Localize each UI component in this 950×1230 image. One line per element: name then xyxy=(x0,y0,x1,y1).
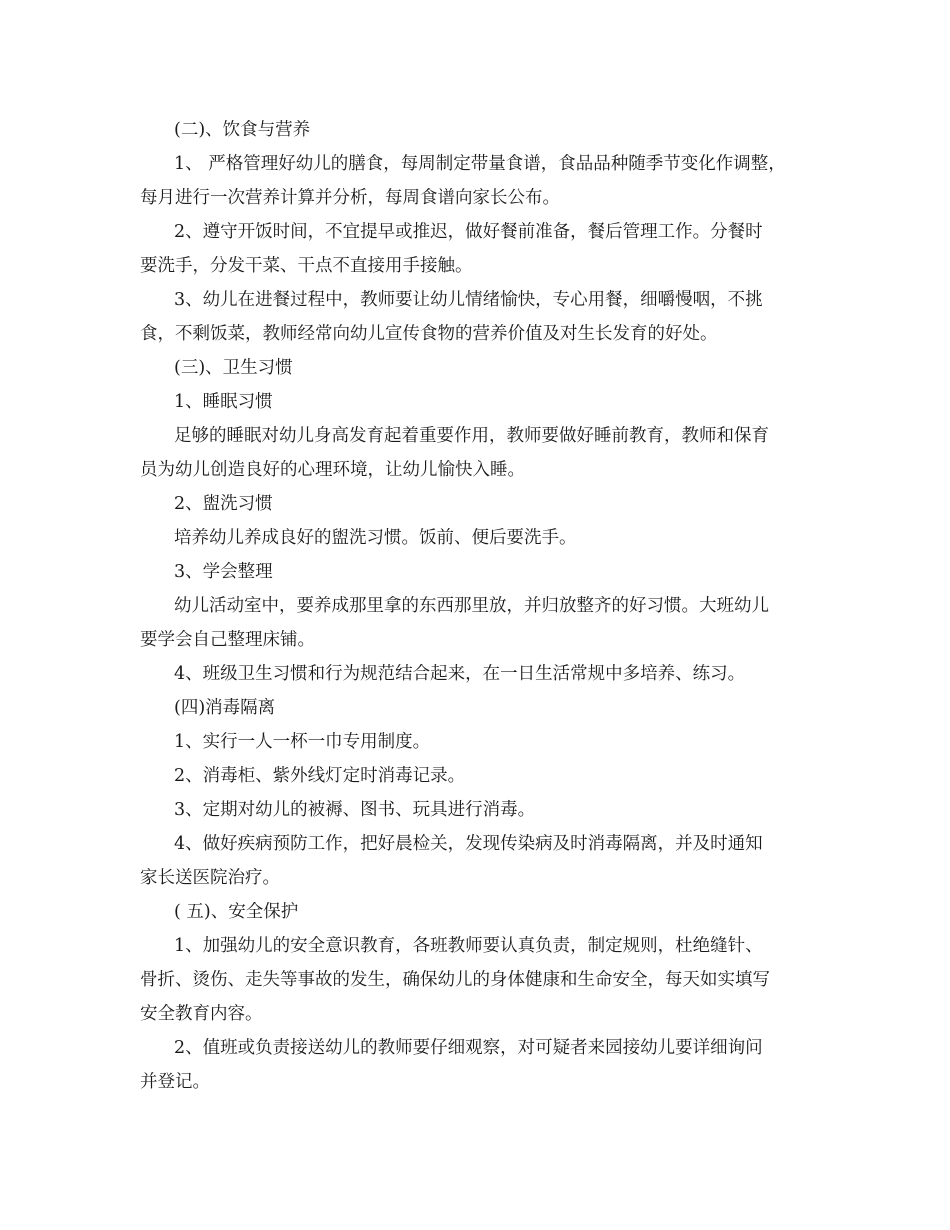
text-line: 2、消毒柜、紫外线灯定时消毒记录。 xyxy=(174,766,466,786)
text-line: 足够的睡眠对幼儿身高发育起着重要作用，教师要做好睡前教育，教师和保育 xyxy=(174,426,769,446)
text-line: 每月进行一次营养计算并分析，每周食谱向家长公布。 xyxy=(140,188,560,208)
text-line: 要学会自己整理床铺。 xyxy=(140,630,315,650)
text-line: 安全教育内容。 xyxy=(140,1004,263,1024)
text-line: 员为幼儿创造良好的心理环境，让幼儿愉快入睡。 xyxy=(140,460,525,480)
text-line: 要洗手，分发干菜、干点不直接用手接触。 xyxy=(140,256,473,276)
text-line: 并登记。 xyxy=(140,1072,210,1092)
text-line: 1、睡眠习惯 xyxy=(174,392,273,412)
text-line: 1、加强幼儿的安全意识教育，各班教师要认真负责，制定规则，杜绝缝针、 xyxy=(174,936,763,956)
text-line: 食，不剩饭菜，教师经常向幼儿宣传食物的营养价值及对生长发育的好处。 xyxy=(140,324,718,344)
text-line: 1、实行一人一杯一巾专用制度。 xyxy=(174,732,431,752)
text-line: 1、 严格管理好幼儿的膳食，每周制定带量食谱，食品品种随季节变化作调整， xyxy=(174,154,786,174)
text-line: 3、幼儿在进餐过程中，教师要让幼儿情绪愉快，专心用餐，细嚼慢咽，不挑 xyxy=(174,290,763,310)
text-line: (四)消毒隔离 xyxy=(174,698,276,718)
text-line: 2、值班或负责接送幼儿的教师要仔细观察，对可疑者来园接幼儿要详细询问 xyxy=(174,1038,763,1058)
text-line: 培养幼儿养成良好的盥洗习惯。饭前、便后要洗手。 xyxy=(174,528,577,548)
text-line: (二)、饮食与营养 xyxy=(174,120,311,140)
text-line: 3、学会整理 xyxy=(174,562,273,582)
text-line: 4、做好疾病预防工作，把好晨检关，发现传染病及时消毒隔离，并及时通知 xyxy=(174,834,763,854)
text-line: 2、盥洗习惯 xyxy=(174,494,273,514)
text-line: 2、遵守开饭时间，不宜提早或推迟，做好餐前准备，餐后管理工作。分餐时 xyxy=(174,222,763,242)
text-line: 家长送医院治疗。 xyxy=(140,868,280,888)
text-line: 3、定期对幼儿的被褥、图书、玩具进行消毒。 xyxy=(174,800,536,820)
text-line: 骨折、烫伤、走失等事故的发生，确保幼儿的身体健康和生命安全，每天如实填写 xyxy=(140,970,770,990)
text-line: (三)、卫生习惯 xyxy=(174,358,293,378)
text-line: ( 五)、安全保护 xyxy=(174,902,299,922)
text-line: 4、班级卫生习惯和行为规范结合起来，在一日生活常规中多培养、练习。 xyxy=(174,664,746,684)
document-body xyxy=(140,113,820,1099)
text-line: 幼儿活动室中，要养成那里拿的东西那里放，并归放整齐的好习惯。大班幼儿 xyxy=(174,596,769,616)
